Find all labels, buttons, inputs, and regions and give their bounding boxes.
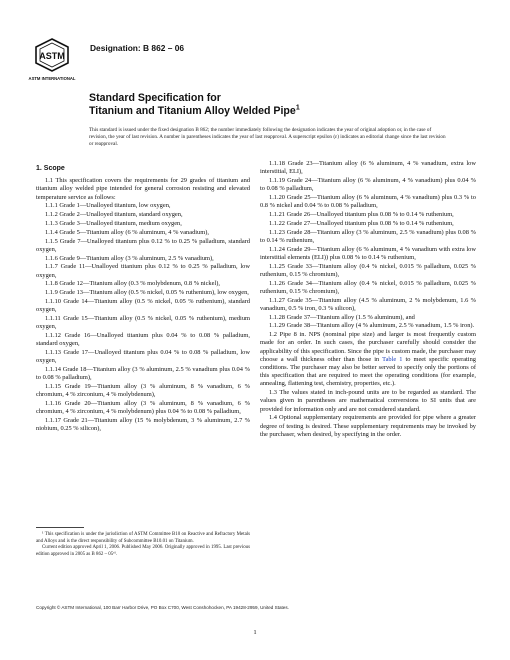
right-column [260, 160, 476, 440]
paragraph: 1.1.9 Grade 13—Titanium alloy (0.5 % nickel, 0.05 % ruthenium), low oxygen, [45, 289, 249, 297]
page-number: 1 [253, 629, 257, 636]
designation: Designation: B 862 – 06 [90, 43, 185, 53]
footnote: Current edition approved April 1, 2006. Published May 2006. Originally approved in 1995. Last previous edition approved in 2005 as B 862 – 05ᵉ¹. [36, 545, 250, 557]
paragraph: 1.1.11 Grade 15—Titanium alloy (0.5 % nickel, 0.05 % ruthenium), medium oxygen, [36, 314, 250, 331]
document-title [89, 92, 449, 117]
paragraph: 1.1.6 Grade 9—Titanium alloy (3 % aluminum, 2.5 % vanadium), [45, 254, 214, 262]
paragraph: 1.1.3 Grade 3—Unalloyed titanium, medium oxygen, [45, 220, 182, 227]
paragraph: 1.1.18 Grade 23—Titanium alloy (6 % aluminum, 4 % vanadium, extra low interstitial, ELI), [260, 160, 476, 176]
title-footnote-marker: 1 [295, 103, 300, 111]
footnote: ¹ This specification is under the jurisdiction of ASTM Committee B10 on Reactive and Refractory Metals and Alloys and is the direct responsibility of Subcommittee B10.01 on Titanium. [36, 532, 250, 544]
table-1-link[interactable]: Table 1 [382, 355, 403, 363]
copyright-line: Copyright © ASTM International, 100 Barr Harbor Drive, PO Box C700, West Conshohocken, PA 19428-2959, United States. [36, 605, 289, 610]
paragraph: 1.1.2 Grade 2—Unalloyed titanium, standard oxygen, [45, 211, 183, 219]
paragraph: 1.1.23 Grade 28—Titanium alloy (3 % aluminum, 2.5 % vanadium) plus 0.08 % to 0.14 % ruthenium, [260, 228, 476, 244]
paragraph: 1.1.5 Grade 7—Unalloyed titanium plus 0.12 % to 0.25 % palladium, standard oxygen, [36, 237, 250, 253]
footnotes [36, 532, 250, 558]
title-line-1: Standard Specification for [89, 92, 221, 104]
paragraph: 1.1.16 Grade 20—Titanium alloy (3 % aluminum, 8 % vanadium, 6 % chromium, 4 % zirconium, 4 % molybdenum) plus 0.04 % to 0.08 % palladium, [36, 399, 250, 416]
astm-logo-icon [28, 38, 76, 84]
paragraph: 1.1.22 Grade 27—Unalloyed titanium plus 0.08 % to 0.14 % ruthenium, [269, 219, 454, 227]
svg-text:ASTM: ASTM [39, 51, 65, 61]
paragraph: 1.1.7 Grade 11—Unalloyed titanium plus 0.12 % to 0.25 % palladium, low oxygen, [36, 263, 250, 279]
paragraph: 1.1.1 Grade 1—Unalloyed titanium, low oxygen, [45, 202, 171, 210]
paragraph: 1.1.25 Grade 33—Titanium alloy (0.4 % nickel, 0.015 % palladium, 0.025 % ruthenium, 0.15 % chromium), [260, 262, 476, 278]
paragraph: 1.1.24 Grade 29—Titanium alloy (6 % aluminum, 4 % vanadium with extra low interstitial elements (ELI)) plus 0.08 % to 0.14 % ruthenium, [260, 245, 476, 261]
paragraph: 1.1.8 Grade 12—Titanium alloy (0.3 % molybdenum, 0.8 % nickel), [45, 280, 220, 288]
paragraph: 1.1.21 Grade 26—Unalloyed titanium plus 0.08 % to 0.14 % ruthenium, [269, 211, 454, 218]
svg-text:ASTM INTERNATIONAL: ASTM INTERNATIONAL [28, 76, 76, 81]
left-column [36, 159, 250, 434]
paragraph: 1.1.28 Grade 37—Titanium alloy (1.5 % aluminum), and [269, 313, 415, 321]
paragraph: 1.1.15 Grade 19—Titanium alloy (3 % aluminum, 8 % vanadium, 6 % chromium, 4 % zirconium, 4 % molybdenum), [36, 382, 250, 399]
paragraph: 1.3 The values stated in inch-pound units are to be regarded as standard. The values given in parentheses are mathematical conversions to SI units that are provided for information only and are not considered standard. [260, 389, 476, 413]
paragraph: 1.1 This specification covers the requirements for 29 grades of titanium and titanium alloy welded pipe intended for general corrosion resisting and elevated temperature service as follows: [36, 177, 250, 201]
paragraph: 1.1.29 Grade 38—Titanium alloy (4 % aluminum, 2.5 % vanadium, 1.5 % iron). [269, 322, 475, 330]
paragraph: 1.1.17 Grade 21—Titanium alloy (15 % molybdenum, 3 % aluminum, 2.7 % niobium, 0.25 % silicon), [36, 416, 250, 433]
issuance-note: This standard is issued under the fixed designation B 862; the number immediately following the designation indicates the year of original adoption or, in the case of revision, the year of last revision. A number in parentheses indicates the year of last reapproval. A superscript epsilon (ε) indicates an editorial change since the last revision or reapproval. [89, 127, 446, 147]
section-heading-scope: 1. Scope [36, 165, 65, 172]
paragraph: 1.1.20 Grade 25—Titanium alloy (6 % aluminum, 4 % vanadium) plus 0.3 % to 0.8 % nickel and 0.04 % to 0.08 % palladium, [260, 194, 476, 210]
paragraph: 1.1.14 Grade 18—Titanium alloy (3 % aluminum, 2.5 % vanadium plus 0.04 % to 0.08 % palladium), [36, 365, 250, 382]
paragraph: 1.1.4 Grade 5—Titanium alloy (6 % aluminum, 4 % vanadium), [45, 228, 209, 236]
footnote-divider [36, 527, 84, 528]
paragraph: 1.1.26 Grade 34—Titanium alloy (0.4 % nickel, 0.015 % palladium, 0.025 % ruthenium, 0.15 % chromium), [260, 279, 476, 295]
paragraph: 1.1.10 Grade 14—Titanium alloy (0.5 % nickel, 0.05 % ruthenium), standard oxygen, [36, 297, 250, 314]
paragraph: 1.1.13 Grade 17—Unalloyed titanium plus 0.04 % to 0.08 % palladium, low oxygen, [36, 348, 250, 365]
paragraph: 1.1.27 Grade 35—Titanium alloy (4.5 % aluminum, 2 % molybdenum, 1.6 % vanadium, 0.5 % iron, 0.3 % silicon), [260, 296, 476, 312]
paragraph: 1.4 Optional supplementary requirements are provided for pipe where a greater degree of testing is desired. These supplementary requirements may be invoked by the purchaser, when desired, by specifying in the order. [260, 414, 476, 438]
paragraph: 1.1.12 Grade 16—Unalloyed titanium plus 0.04 % to 0.08 % palladium, standard oxygen, [36, 331, 250, 348]
paragraph: 1.1.19 Grade 24—Titanium alloy (6 % aluminum, 4 % vanadium) plus 0.04 % to 0.08 % palladium, [260, 177, 476, 193]
paragraph-1-2: 1.2 Pipe 8 in. NPS (nominal pipe size) and larger is most frequently custom made for an order. In such cases, the purchaser carefully should consider the applicability of this specification. Since the pipe is custom made, the purchaser may choose a wall thickness other than those in Table 1 to meet specific operating conditions. The purchaser may also be better served to specify only the portions of this specification that are required to meet the operating conditions (for example, annealing, flattening test, chemistry, properties, etc.). [260, 331, 476, 388]
title-line-2: Titanium and Titanium Alloy Welded Pipe$^1$ [89, 103, 300, 117]
